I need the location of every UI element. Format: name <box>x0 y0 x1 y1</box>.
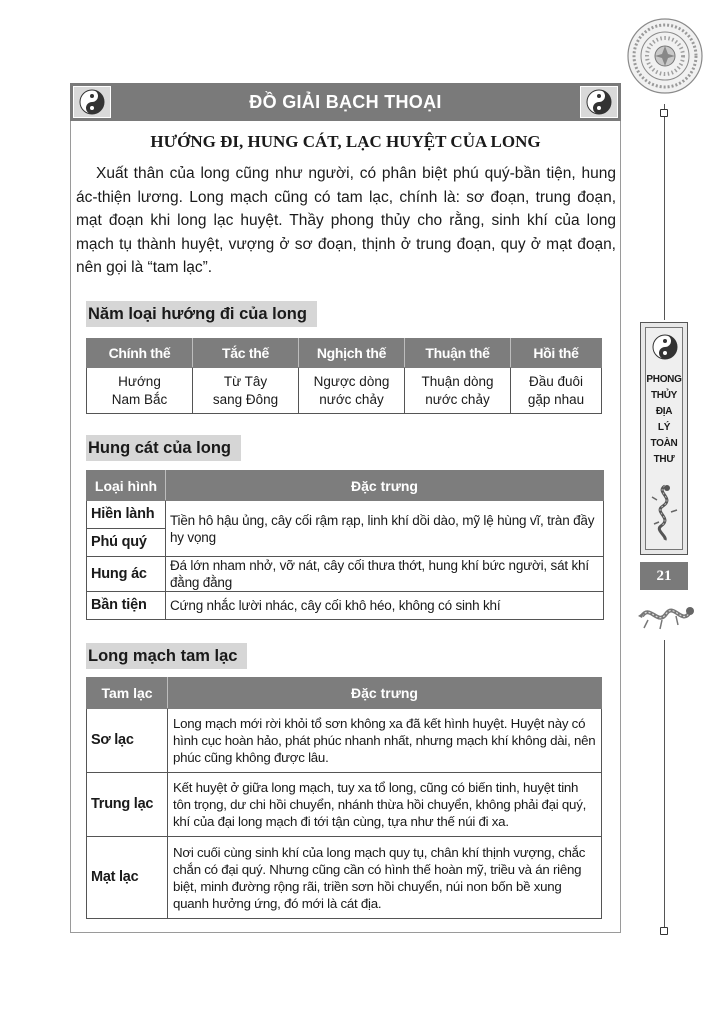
heading-tamlac <box>86 643 247 669</box>
book-title-line: LÝ <box>657 422 671 433</box>
yin-yang-icon <box>73 86 111 118</box>
table-header-row <box>87 471 604 501</box>
book-title-line: TOÀN <box>650 438 678 449</box>
yin-yang-icon <box>580 86 618 118</box>
column-header: Hồi thế <box>511 339 602 368</box>
side-rule-bottom <box>664 640 665 930</box>
heading-tamlac-text: Long mạch tam lạc <box>88 647 238 665</box>
table-cell: Thuận dòng nước chảy <box>405 368 511 414</box>
table-cell: Ngược dòng nước chảy <box>299 368 405 414</box>
seal-icon <box>627 18 703 94</box>
book-title-line: PHONG <box>646 374 682 385</box>
table-cell: Tiền hô hậu ủng, cây cối rậm rạp, linh khí dồi dào, mỹ lệ hùng vĩ, tràn đầy hy vọng <box>166 501 604 557</box>
book-title-line: ĐỊA <box>655 406 673 417</box>
table-cell: Nơi cuối cùng sinh khí của long mạch quy tụ, chân khí thịnh vượng, chắc chắn có đại quý. Nhưng cũng cần có hình thế hoàn mỹ, triều và án riêng biệt, minh đường rộng rãi, triền sơn hồi chuyển, núi non bốn bề xung quanh hưởng ứng, đó mới là cát địa. <box>168 837 602 919</box>
table-header-row <box>87 678 602 709</box>
row-label: Bần tiện <box>87 592 166 620</box>
table-cell: Hướng Nam Bắc <box>87 368 193 414</box>
table-header-row <box>87 339 602 368</box>
row-label: Trung lạc <box>87 773 168 837</box>
row-label: Hung ác <box>87 557 166 592</box>
heading-hungcat-text: Hung cát của long <box>88 439 232 457</box>
column-header: Tam lạc <box>87 678 168 709</box>
table-cell: Kết huyệt ở giữa long mạch, tuy xa tổ long, cũng có biến tinh, huyệt tinh tôn trọng, dư chi hồi chuyển, nhánh thừa hồi chuyển, không phải đại quý, khí của đại long mạch đi tới tận cùng, tựa như thế núi đi xa. <box>168 773 602 837</box>
column-header: Đặc trưng <box>168 678 602 709</box>
column-header: Loại hình <box>87 471 166 501</box>
table-cell: Long mạch mới rời khỏi tổ sơn không xa đã kết hình huyệt. Huyệt này có hình cục hoàn hảo, phát phúc nhanh nhất, nhưng mạch khí không dài, nên phúc cũng không được lâu. <box>168 709 602 773</box>
page-number: 21 <box>640 562 688 590</box>
table-row <box>87 557 604 592</box>
table-cell: Đầu đuôi gặp nhau <box>511 368 602 414</box>
table-row <box>87 592 604 620</box>
row-label: Sơ lạc <box>87 709 168 773</box>
table-cell: Đá lớn nham nhở, vỡ nát, cây cối thưa thớt, hung khí bức người, sát khí đằng đằng <box>166 557 604 592</box>
table-cell: Cứng nhắc lười nhác, cây cối khô héo, không có sinh khí <box>166 592 604 620</box>
banner <box>70 83 621 121</box>
table-row <box>87 501 604 529</box>
row-label: Phú quý <box>87 529 166 557</box>
column-header: Thuận thế <box>405 339 511 368</box>
directions-table <box>86 338 602 414</box>
yin-yang-icon <box>651 333 679 361</box>
book-title-line: THỦY <box>650 390 678 401</box>
table-cell: Từ Tây sang Đông <box>193 368 299 414</box>
row-label: Mạt lạc <box>87 837 168 919</box>
side-rule-knob <box>660 109 668 117</box>
column-header: Chính thế <box>87 339 193 368</box>
row-label: Hiền lành <box>87 501 166 529</box>
column-header: Nghịch thế <box>299 339 405 368</box>
banner-title: ĐỒ GIẢI BẠCH THOẠI <box>249 92 442 112</box>
intro-paragraph <box>76 162 616 280</box>
table-row <box>87 773 602 837</box>
dragon-icon <box>647 482 683 542</box>
section-title: HƯỚNG ĐI, HUNG CÁT, LẠC HUYỆT CỦA LONG <box>150 132 541 151</box>
table-row <box>87 837 602 919</box>
heading-directions-text: Năm loại hướng đi của long <box>88 305 307 323</box>
heading-hungcat <box>86 435 241 461</box>
intro-text: Xuất thân của long cũng như người, có phân biệt phú quý-bần tiện, hung ác-thiện lương. Long mạch cũng có tam lạc, chính là: sơ đoạn, trung đoạn, mạt đoạn khi long lạc huyệt. Thầy phong thủy cho rằng, sinh khí của long mạch tụ thành huyệt, vượng ở sơ đoạn, thịnh ở trung đoạn, quy ở mạt đoạn, nên gọi là “tam lạc”. <box>76 165 616 276</box>
column-header: Tắc thế <box>193 339 299 368</box>
side-rule-knob <box>660 927 668 935</box>
table-row <box>87 368 602 414</box>
book-title-line: THƯ <box>653 454 675 465</box>
column-header: Đặc trưng <box>166 471 604 501</box>
table-row <box>87 709 602 773</box>
heading-directions <box>86 301 317 327</box>
book-title <box>641 372 687 468</box>
dragon-icon <box>636 596 696 638</box>
hungcat-table <box>86 470 604 620</box>
tamlac-table <box>86 677 602 919</box>
side-rule-top <box>664 104 665 320</box>
